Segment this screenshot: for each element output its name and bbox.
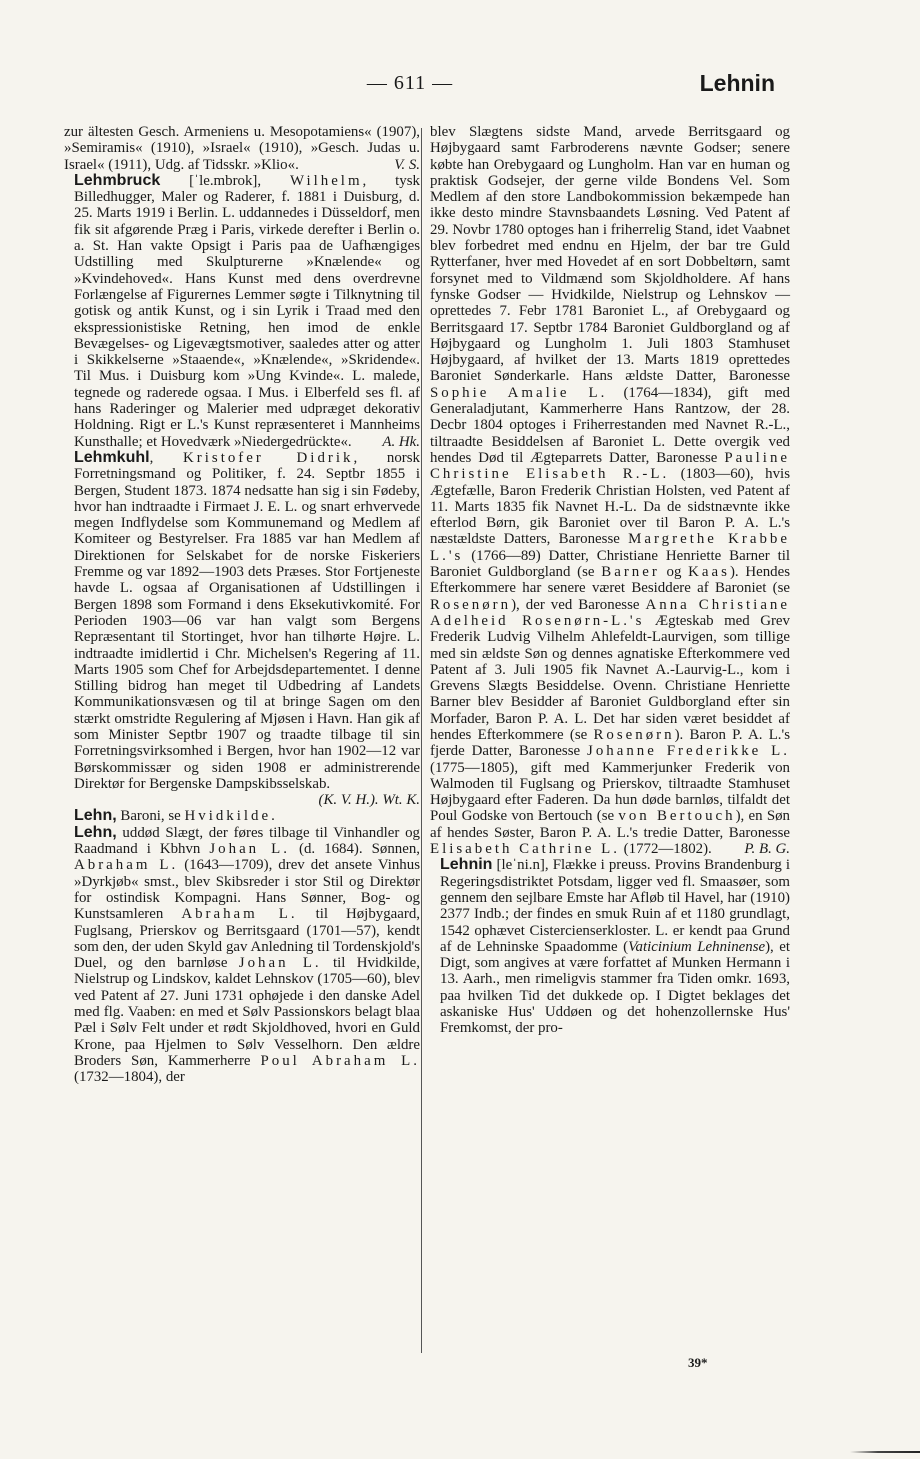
person-name: Abraham L. [74,857,179,874]
entry-continuation [64,124,420,173]
running-headword: Lehnin [699,70,775,96]
author-signature: (K. V. H.). Wt. K. [318,792,420,809]
person-name: Johan L. [238,955,322,972]
entry-text: ), et Digt, som angives at være forfattet af Munken Hermann i 13. Aarh., men rimeligvis stammer fra Tiden omkr. 1693, paa hvilken Tid det dukkede op. I Digtet beklages det askaniske Hus' Uddøen og det hohenzollernske Hus' Fremkomst, der pro- [440,938,790,1037]
entry-text: (1772—1802). [619,841,712,858]
person-name: Sophie Amalie L. [430,384,608,401]
author-signature: V. S. [394,156,420,173]
entry-text: Ægteskab med Grev Frederik Ludvig Vilhelm Ahlefeldt-Laurvigen, som tillige med sin ældste Søn og dennes agnatiske Efterkommere ved Patent af 3. Juli 1905 fik Navnet A.-Laurvig-L., kom i Grevens Slægts Besiddelse. Ovenn. Christiane Henriette Barner blev Besidder af Baroniet Guldborgland efter sin Morfader, Baron P. A. L. Det har siden været besiddet af hendes Efterkommere (se [430,612,790,743]
italic-title: Vaticinium Lehninense [628,938,766,955]
entry-text: til Højbygaard, Fuglsang, Prierskov og Berritsgaard (1701—57), kendt som den, der uden Skyld gav Anledning til Tordenskjold's Duel, og den barnløse [74,906,420,972]
column-divider [421,128,422,1353]
entry-text: ), en Søn af hendes Søster, Baron P. A. L.'s tredie Datter, Baronesse [430,808,791,841]
entry-text: (1732—1804), der [74,1069,185,1086]
entry-headword: Lehn, [74,807,117,825]
entry-text: blev Slægtens sidste Mand, arvede Berritsgaard og Højbygaard samt Farbroderens nævnte Godser; senere købte han Orebygaard og Lungholm. Han var en human og praktisk Godsejer, der gerne vilde Bondens Vel. Som Medlem af den store Landbokommission bekæmpede han ikke desto mindre Stavnsbaandets Løsning. Ved Patent af 29. Novbr 1780 optoges han i friherrelig Stand, idet Vaabnet blev forbedret med endnu en Hjelm, der bar tre Guld Rytterfaner, hver med Hovedet af en sort Dobbeltørn, samt forsynet med to Vildmænd som Skjoldholdere. Af hans fynske Godser — Hvidkilde, Nielstrup og Lehnskov — oprettedes 7. Febr 1781 Baroniet L., af Orebygaard og Berritsgaard 17. Septbr 1784 Baroniet Guldborgland og af Højbygaard og Lungholm 1. Juli 1803 Stamhuset Højbygaard, af hvilket der 13. Marts 1819 oprettedes Baroniet Sønderkarle. Hans ældste Datter, Baronesse [430,124,790,385]
entry-text: (1764—1834), gift med Generaladjutant, Kammerherre Hans Rantzow, der 28. Decbr 1804 optoges i Friherrestanden med Navnet R.-L., tiltraadte Besiddelsen af Baroniet L. Dette overgik ved hendes Død til Ægteparrets Datter, Baronesse [430,384,791,466]
entry-text: Baroni, se [116,808,185,825]
cross-reference: Rosenørn [593,726,675,743]
entry-text: (1766—89) Datter, Christiane Henriette Barner til Baroniet Guldborgland (se [430,547,790,581]
cross-reference: Kaas [688,564,730,581]
entry-text: til Hvidkilde, Nielstrup og Lindskov, kaldet Lehnskov (1705—60), blev ved Patent af 27. Juni 1731 ophøjede i den danske Adel med flg. Vaaben: en med et Sølv Passionskors belagt blaa Pæl i Sølv Felt under et rødt Skjoldhoved, hvori en Guld Krone, paa Hjelmen to Sølv Vesselhorn. Den ældre Broders Søn, Kammerherre [74,955,420,1069]
entry-text: , tysk Billedhugger, Maler og Raderer, f. 1881 i Duisburg, d. 25. Marts 1919 i Berlin. L. uddannedes i Düsseldorf, men fik sit afgørende Præg i Paris, virkede derefter i Berlin o. a. St. Han vakte Opsigt i Paris paa de Uafhængiges Udstilling med Skulpturerne »Knælende« og »Kvindehoved«. Hans Kunst med dens overdrevne Forlængelse af Figurernes Lemmer søgte i Tilknytning til gotisk og antik Kunst, og i sin Lyrik i Traad med den ekspressionistiske Retning, hen imod de enkle Bevægelses- og Ligevægtsmotiver, saaledes atter og atter i Skikkelserne »Staaende«, »Knælende«, »Skridende«. Til Mus. i Duisburg kom »Ung Kvinde«. L. malede, tegnede og raderede ogsaa. I Mus. i Elberfeld ses fl. af hans Raderinger og Malerier med udpræget dekorativ Holdning. Rigt er L.'s Kunst repræsenteret i Mannheims Kunsthalle; et Hovedværk »Niedergedrückte«. [74,172,420,450]
person-name: Kristofer Didrik [183,449,354,466]
person-name: Pauline Christine Elisabeth R.-L. [430,449,790,483]
author-signature: A. Hk. [382,433,420,450]
entry-text: , norsk Forretningsmand og Politiker, f. 24. Septbr 1855 i Bergen, Student 1873. 1874 nedsatte han sig i sin Fødeby, hvor han indtraadte i Firmaet J. E. L. og snart erhvervede megen Indflydelse som Kommunemand og Medlem af Komiteer og Bestyrelser. Fra 1885 var han Medlem af Direktionen for Selskabet for de norske Fiskeriers Fremme og var 1892—1903 dets Præses. Stor Fortjeneste havde L. ogsaa af Organisationen af Udstillingen i Bergen 1898 som Formand i dens Eksekutivkomité. For Perioden 1903—06 var han valgt som Bergens Repræsentant til Stortinget, hvor han tilhørte Højre. L. indtraadte imidlertid i Chr. Michelsen's Regering af 11. Marts 1905 som Chef for Arbejdsdepartementet. I denne Stilling bidrog han meget til Udbedring af Landets Kommunikationsvæsen og til at bringe Sagen om den stærkt omstridte Regulering af Mjøsen i Havn. Han gik af som Minister Septbr 1907 og traadte tilbage til sin Forretningsvirksomhed i Bergen, hvor han 1902—12 var Børskommissær og siden 1908 er administrerende Direktør for Bergenske Dampskibsselskab. [74,449,420,792]
person-name: Margrethe Krabbe L.'s [430,531,790,564]
person-name: Wilhelm [290,172,363,189]
person-name: Abraham L. [181,906,298,923]
cross-reference: Barner [601,564,660,581]
entry-lehmbruck [64,173,420,450]
entry-lehmkuhl: Lehmkuhl, Kristofer Didrik, norsk Forretningsmand og Politiker, f. 24. Septbr 1855 i Bergen, Student 1873. 1874 nedsatte han sig i sin Fødeby, hvor han indtraadte i Firmaet J. E. L. og snart erhvervede megen Indflydelse som Kommunemand og Medlem af Komiteer og Bestyrelser. Fra 1885 var han Medlem af Direktionen for Selskabet for de norske Fiskeriers Fremme og var 1892—1903 dets Præses. Stor Fortjeneste havde L. ogsaa af Organisationen af Udstillingen i Bergen 1898 som Formand i dens Eksekutivkomité. For Perioden 1903—06 var han valgt som Bergens Repræsentant til Stortinget, hvor han tilhørte Højre. L. indtraadte imidlertid i Chr. Michelsen's Regering af 11. Marts 1905 som Chef for Arbejdsdepartementet. I denne Stilling bidrog han meget til Udbedring af Landets Kommunikationsvæsen og til at bringe Sagen om den stærkt omstridte Regulering af Mjøsen i Havn. Han gik af som Minister Septbr 1907 og traadte tilbage til sin Forretningsvirksomhed i Bergen, hvor han 1902—12 var Børskommissær og siden 1908 er administrerende Direktør for Bergenske Dampskibsselskab. (K. V. H.). Wt. K. [74,448,420,809]
sheet-signature: 39* [688,1355,708,1370]
entry-text: og [659,564,689,581]
entry-text: (1775—1805), gift med Kammerjunker Frederik von Walmoden til Fuglsang og Prierskov, tiltraadte Stamhuset Højbygaard efter Faderen. Da hun døde barnløs, tilfaldt det Poul Godske von Bertouch (se [430,759,790,825]
entry-text: zur ältesten Gesch. Armeniens u. Mesopotamiens« (1907), »Semiramis« (1910), »Israel« (1910), »Gesch. Judas u. Israel« (1911), Udg. af Tidsskr. »Klio«. [64,124,420,173]
cross-reference: Hvidkilde [184,808,272,825]
person-name: Poul Abraham L. [260,1052,421,1069]
cross-reference: von Bertouch [618,808,736,825]
pronunciation: [ˈle.mbrok], [160,172,291,189]
entry-lehn-baroni [64,808,420,824]
entry-lehn-continuation [430,124,790,857]
person-name: Elisabeth Cathrine L. [430,841,620,858]
person-name: Johanne Frederikke L. [587,743,790,760]
entry-headword: Lehnin [440,856,493,874]
person-name: Johan L. [209,841,290,858]
entry-headword: Lehmkuhl [74,448,150,466]
scan-artifact [850,1451,920,1453]
entry-text: uddød Slægt, der føres tilbage til Vinhandler og Raadmand i Kbhvn [74,824,420,858]
entry-text: ), der ved Baronesse [511,596,646,613]
entry-text: ). Baron P. A. L.'s fjerde Datter, Baronesse [430,726,791,760]
entry-text: ). Hendes Efterkommere har senere været Besiddere af Baroniet (se [430,564,791,597]
entry-text: Flække i preuss. Provins Brandenburg i Regeringsdistriktet Potsdam, ligger ved fl. Smaasøer, som gennem den sejlbare Emste har Afløb til Havel, har (1910) 2377 Indb.; der findes en smuk Ruin af et 1180 grundlagt, 1542 ophævet Cistercienserkloster. L. er kendt paa Grund af de Lehninske Spaadomme ( [440,857,790,955]
entry-text: (d. 1684). Sønnen, [289,841,420,858]
entry-text: (1643—1709), drev det ansete Vinhus »Dyrkjøb« smst., blev Skibsreder i stor Stil og Direktør for ostindisk Kompagni. Hans Sønner, Bog- og Kunstsamleren [74,857,420,923]
left-column [64,124,420,1086]
pronunciation: [leˈni.n], [492,857,553,874]
cross-reference: Rosenørn [430,596,512,613]
author-signature: P. B. G. [744,841,790,858]
entry-text: (1803—60), hvis Ægtefælle, Baron Frederik Christian Holsten, ved Patent af 11. Marts 1835 fik Navnet H.-L. Da de sidstnævnte ikke efterlod Børn, gik Baroniet over til Baron P. A. L.'s næstældste Datters, Baronesse [430,466,790,548]
person-name: Anna Christiane Adelheid Rosenørn-L.'s [430,596,790,629]
entry-lehn [64,825,420,1086]
entry-text: . [271,808,275,825]
entry-lehnin [430,857,790,1036]
right-column [430,124,790,1037]
entry-headword: Lehmbruck [74,171,161,189]
page-number: — 611 — [366,72,454,94]
entry-headword: Lehn, [74,823,117,841]
